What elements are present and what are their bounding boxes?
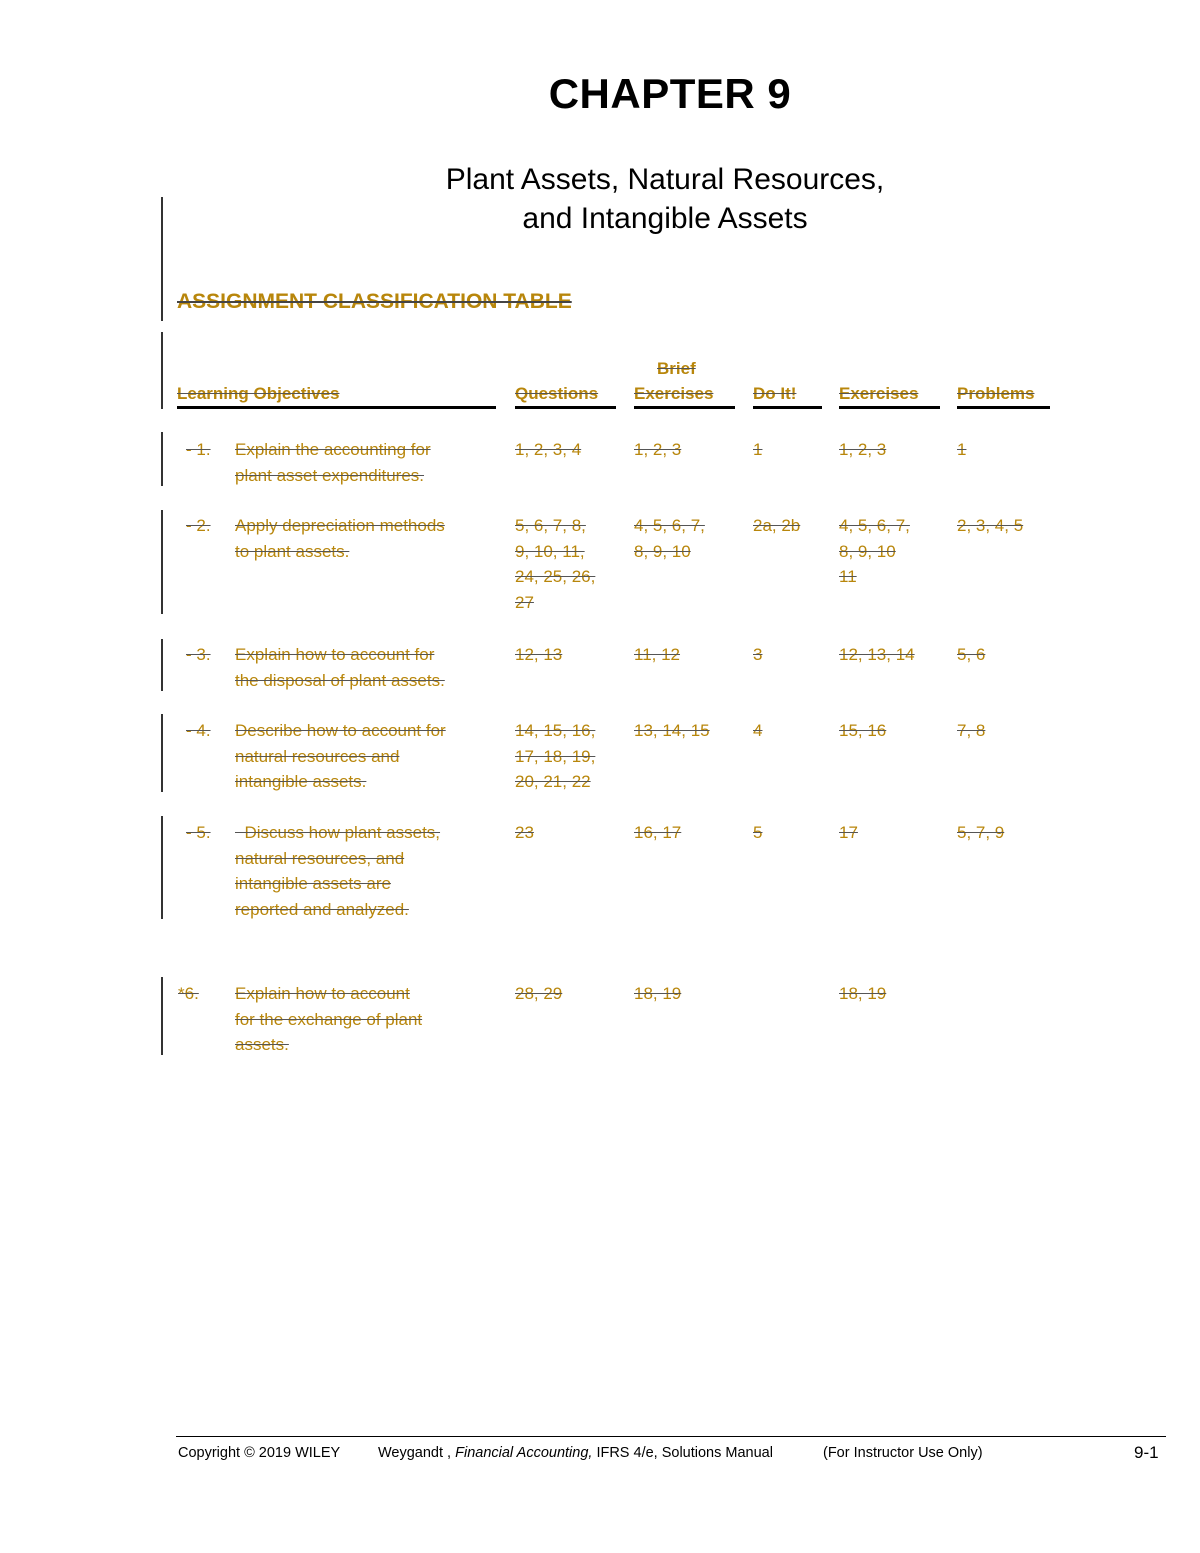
objective-text: natural resources and [235, 746, 400, 766]
objective-text: intangible assets. [235, 772, 367, 791]
exercises-cell: 11 [839, 567, 857, 586]
objective-number: - 2. [186, 516, 211, 535]
brief-exercises-cell: 13, 14, 15 [634, 721, 710, 740]
objective-text: Explain the accounting for [235, 440, 431, 459]
objective-number: *6. [178, 984, 199, 1003]
objective-text: natural resources, and [235, 848, 405, 868]
objective-text: to plant assets. [235, 541, 350, 561]
questions-cell: 20, 21, 22 [515, 772, 591, 791]
col-header-exercises: Exercises [839, 384, 919, 403]
footer-rule [176, 1436, 1166, 1437]
questions-cell: 5, 6, 7, 8, [515, 516, 586, 535]
questions-cell: 12, 13 [515, 645, 563, 664]
objective-text: the disposal of plant assets. [235, 670, 445, 690]
objective-number: - 5. [186, 823, 211, 842]
objective-text: Apply depreciation methods [235, 516, 445, 535]
exercises-cell: 15, 16 [839, 721, 887, 740]
questions-cell: 17, 18, 19, [515, 746, 596, 766]
questions-cell: 14, 15, 16, [515, 721, 596, 740]
change-bar [161, 816, 163, 919]
brief-exercises-cell: 18, 19 [634, 984, 682, 1003]
change-bar [161, 977, 163, 1055]
header-rule [839, 406, 940, 409]
change-bar [161, 510, 163, 614]
objective-text: Discuss how plant assets, [235, 823, 441, 842]
objective-text: for the exchange of plant [235, 1009, 423, 1029]
do-it-cell: 5 [753, 823, 763, 842]
footer-edition: IFRS 4/e, Solutions Manual [596, 1445, 773, 1461]
objective-text: intangible assets are [235, 874, 391, 893]
header-rule [957, 406, 1050, 409]
change-bar [161, 197, 163, 321]
objective-text: Describe how to account for [235, 721, 446, 740]
questions-cell: 23 [515, 823, 534, 842]
do-it-cell: 4 [753, 721, 763, 740]
objective-text: Explain how to account for [235, 645, 435, 664]
questions-cell: 28, 29 [515, 984, 563, 1003]
problems-cell: 2, 3, 4, 5 [957, 516, 1024, 535]
brief-exercises-cell: 1, 2, 3 [634, 440, 682, 459]
brief-exercises-cell: 16, 17 [634, 823, 682, 842]
col-header-questions: Questions [515, 384, 599, 403]
exercises-cell: 8, 9, 10 [839, 541, 896, 561]
objective-number: - 1. [186, 440, 211, 459]
chapter-title: CHAPTER 9 [548, 70, 792, 117]
exercises-cell: 1, 2, 3 [839, 440, 887, 459]
do-it-cell: 1 [753, 440, 763, 459]
change-bar [161, 639, 163, 691]
page-number: 9-1 [1134, 1443, 1159, 1462]
do-it-cell: 2a, 2b [753, 516, 801, 535]
exercises-cell: 12, 13, 14 [839, 645, 915, 664]
questions-cell: 27 [515, 592, 534, 612]
exercises-cell: 4, 5, 6, 7, [839, 516, 910, 535]
problems-cell: 7, 8 [957, 721, 986, 740]
footer-citation [378, 1445, 773, 1461]
chapter-subtitle-line1: Plant Assets, Natural Resources, [445, 163, 885, 196]
exercises-cell: 17 [839, 823, 858, 842]
section-title: ASSIGNMENT CLASSIFICATION TABLE [177, 290, 572, 313]
footer-use-note: (For Instructor Use Only) [823, 1445, 983, 1461]
footer-book-title: Financial Accounting, [455, 1445, 593, 1461]
questions-cell: 24, 25, 26, [515, 567, 596, 586]
do-it-cell: 3 [753, 645, 763, 664]
change-bar [161, 432, 163, 486]
problems-cell: 5, 7, 9 [957, 823, 1005, 842]
problems-cell: 1 [957, 440, 967, 459]
brief-exercises-cell: 11, 12 [634, 645, 681, 664]
objective-text: plant asset expenditures. [235, 465, 425, 485]
exercises-cell: 18, 19 [839, 984, 887, 1003]
col-header-brief-bottom: Exercises [634, 384, 714, 403]
change-bar [161, 332, 163, 409]
col-header-brief-top: Brief [657, 359, 696, 378]
col-header-doit: Do It! [753, 384, 797, 403]
header-rule [177, 406, 496, 409]
header-rule [753, 406, 822, 409]
change-bar [161, 714, 163, 792]
col-header-problems: Problems [957, 384, 1035, 403]
objective-text: assets. [235, 1035, 289, 1054]
brief-exercises-cell: 8, 9, 10 [634, 541, 691, 561]
col-header-objectives: Learning Objectives [177, 384, 340, 403]
questions-cell: 1, 2, 3, 4 [515, 440, 582, 459]
brief-exercises-cell: 4, 5, 6, 7, [634, 516, 705, 535]
footer-copyright: Copyright © 2019 WILEY [178, 1445, 341, 1461]
objective-number: - 3. [186, 645, 211, 664]
footer-author: Weygandt , [378, 1445, 452, 1461]
chapter-subtitle-line2: and Intangible Assets [522, 202, 808, 235]
objective-number: - 4. [186, 721, 211, 740]
questions-cell: 9, 10, 11, [515, 541, 585, 561]
header-rule [515, 406, 616, 409]
header-rule [634, 406, 735, 409]
objective-text: reported and analyzed. [235, 899, 409, 919]
problems-cell: 5, 6 [957, 645, 986, 664]
objective-text: Explain how to account [235, 984, 410, 1003]
